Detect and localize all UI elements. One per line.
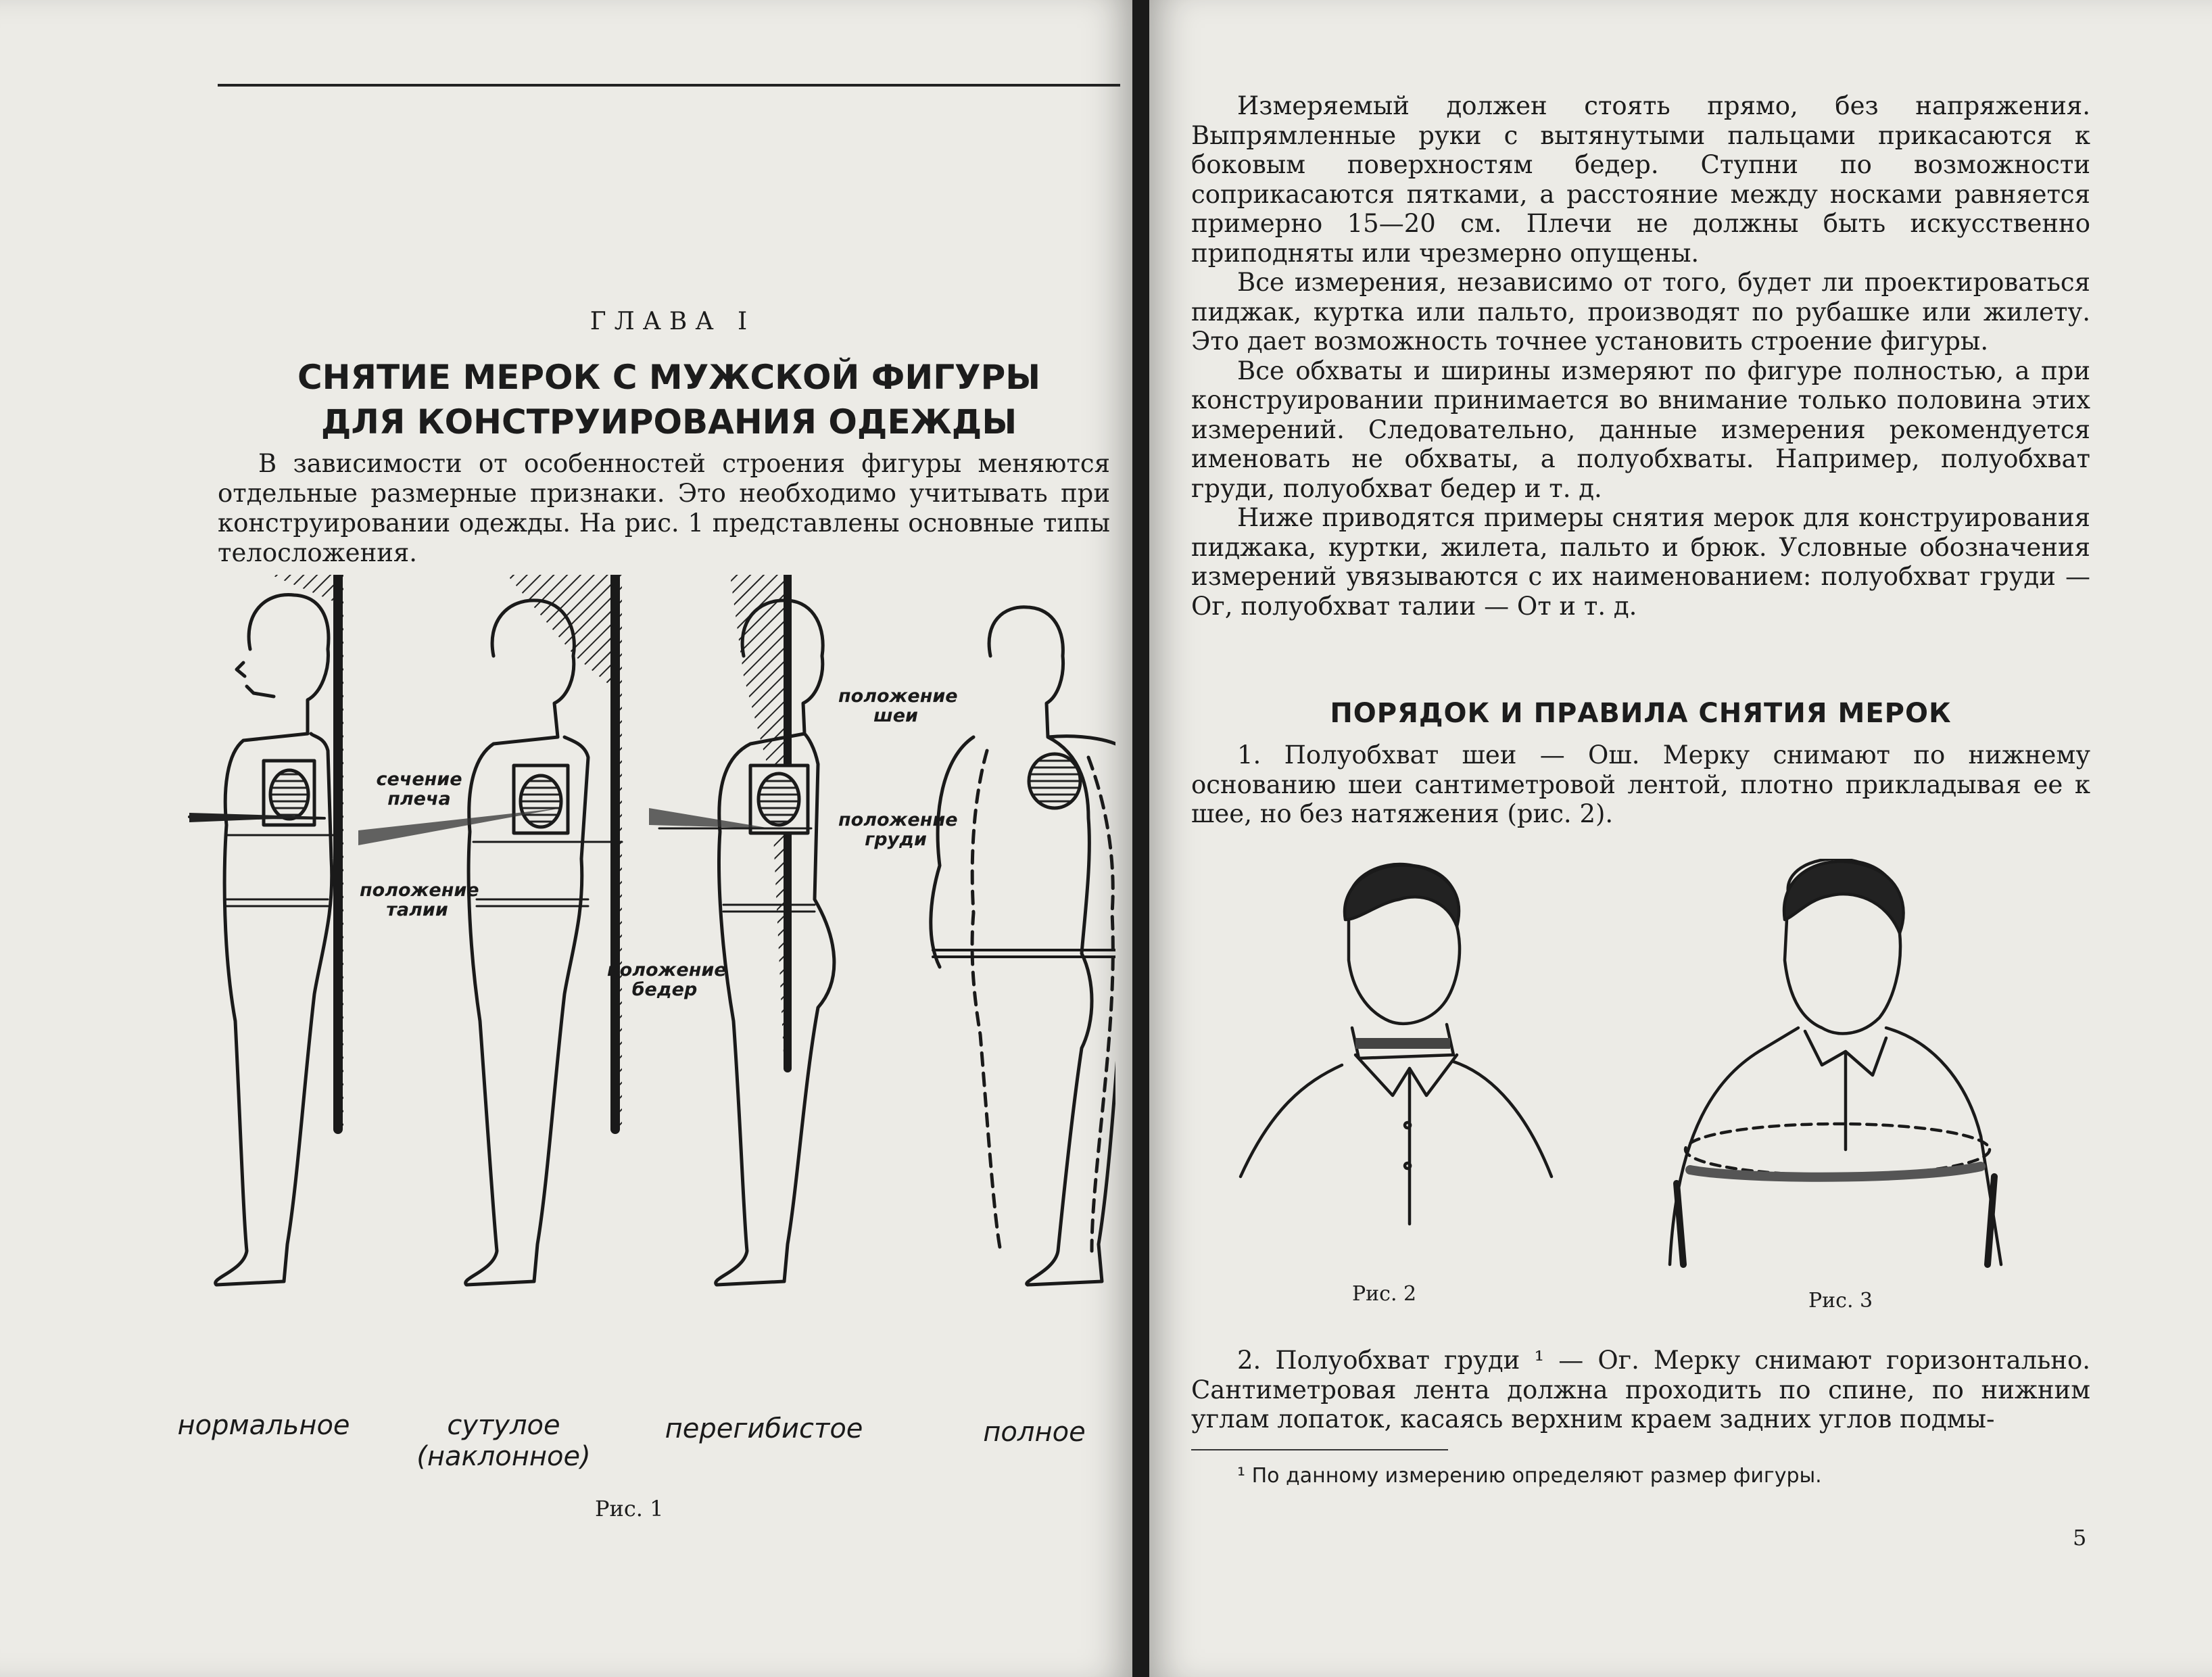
label-hip-position: положение бедер [607, 960, 727, 1000]
type-label-overerect: перегибистое [665, 1413, 863, 1444]
chapter-title-line2: ДЛЯ КОНСТРУИРОВАНИЯ ОДЕЖДЫ [320, 402, 1017, 442]
figure-2-neck-measure [1241, 864, 1552, 1224]
figure-full [931, 607, 1115, 1285]
page-number: 5 [2073, 1525, 2087, 1551]
intro-paragraph: В зависимости от особенностей строения фигуры меняются отдельные размерные признаки. Это необходимо учитывать при конструировании одежды. На рис. 1 представлены основные типы телосложения. [218, 449, 1110, 567]
top-rule [218, 84, 1120, 87]
type-label-normal: нормальное [177, 1410, 350, 1441]
figure-1-caption: Рис. 1 [595, 1496, 664, 1521]
figure-normal [189, 575, 343, 1285]
figure-overerect [649, 575, 834, 1285]
label-waist-position: положение талии [360, 880, 479, 920]
paragraph-stance: Измеряемый должен стоять прямо, без напряжения. Выпрямленные руки с вытянутыми пальцами прикасаются к боковым поверхностям бедер. Ступни по возможности соприкасаются пятками, а расстояние между носками равняется примерно 15—20 см. Плечи не должны быть искусственно приподняты или чрезмерно опущены. [1191, 91, 2090, 268]
chapter-title-line1: СНЯТИЕ МЕРОК С МУЖСКОЙ ФИГУРЫ [297, 358, 1041, 397]
paragraph-half-girths: Все обхваты и ширины измеряют по фигуре полностью, а при конструировании принимается во внимание только половина этих измерений. Следовательно, данные измерения рекомендуется именовать не обхваты, а полуобхваты. Например, полуобхват груди, полуобхват бедер и т. д. [1191, 356, 2090, 503]
footnote-rule [1191, 1449, 1448, 1450]
type-label-full: полное [983, 1417, 1086, 1448]
chapter-title [218, 355, 1120, 444]
figures-2-3 [1230, 859, 2042, 1292]
figure-1-body-types [169, 575, 1115, 1467]
book-gutter [1132, 0, 1149, 1677]
label-neck-position: положение шеи [838, 686, 958, 726]
footnote: ¹ По данному измерению определяют размер фигуры. [1237, 1464, 1822, 1488]
paragraph-notation: Ниже приводятся примеры снятия мерок для конструирования пиджака, куртки, жилета, пальто и брюк. Условные обозначения измерений увязываются с их наименованием: полуобхват груди — Ог, полуобхват талии — От и т. д. [1191, 503, 2090, 621]
chapter-label: ГЛАВА I [590, 308, 756, 335]
label-shoulder-section: сечение плеча [376, 769, 462, 809]
figure-2-caption: Рис. 2 [1352, 1282, 1417, 1306]
right-paragraphs [1191, 91, 2090, 621]
item-1-text: 1. Полуобхват шеи — Ош. Мерку снимают по нижнему основанию шеи сантиметровой лентой, плотно прикладывая ее к шее, но без натяжения (рис. 2). [1191, 740, 2090, 828]
figure-stooped [358, 575, 622, 1285]
label-chest-position: положение груди [838, 809, 958, 850]
figure-3-caption: Рис. 3 [1808, 1289, 1873, 1313]
section-heading: ПОРЯДОК И ПРАВИЛА СНЯТИЯ МЕРОК [1330, 698, 1952, 729]
item-neck-girth [1191, 740, 2090, 829]
figure-3-chest-measure [1670, 859, 2001, 1265]
paragraph-measure-over-shirt: Все измерения, независимо от того, будет ли проектироваться пиджак, куртка или пальто, производят по рубашке или жилету. Это дает возможность точнее установить строение фигуры. [1191, 268, 2090, 356]
item-2-text: 2. Полуобхват груди ¹ — Ог. Мерку снимают горизонтально. Сантиметровая лента должна проходить по спине, по нижним углам лопаток, касаясь верхним краем задних углов подмы- [1191, 1346, 2090, 1434]
type-label-stooped: сутулое (наклонное) [416, 1410, 591, 1472]
item-chest-girth [1191, 1346, 2090, 1434]
